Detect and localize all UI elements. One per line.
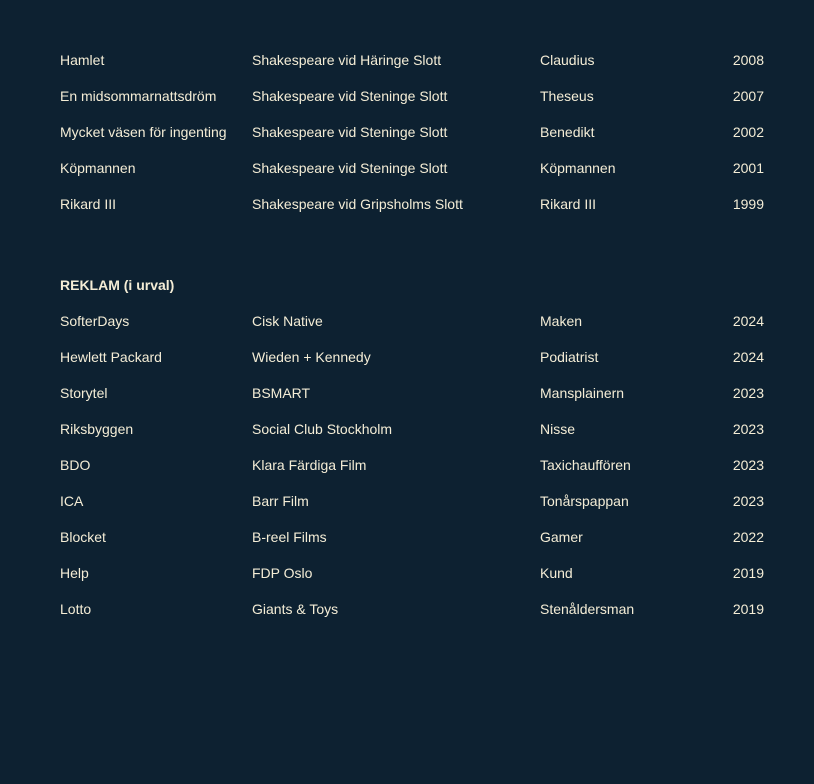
role-name: Köpmannen bbox=[540, 160, 616, 176]
ad-row bbox=[60, 591, 764, 627]
production-title: Hamlet bbox=[60, 52, 105, 68]
year: 2024 bbox=[732, 349, 764, 365]
ad-row bbox=[60, 555, 764, 591]
client-name: Help bbox=[60, 565, 89, 581]
agency-name: Social Club Stockholm bbox=[252, 421, 393, 437]
theatre-company: Shakespeare vid Steninge Slott bbox=[252, 160, 448, 176]
agency-name: Klara Färdiga Film bbox=[252, 457, 367, 473]
ad-row bbox=[60, 339, 764, 375]
role-name: Claudius bbox=[540, 52, 595, 68]
theatre-row bbox=[60, 114, 764, 150]
agency-name: Barr Film bbox=[252, 493, 309, 509]
theatre-row bbox=[60, 78, 764, 114]
year: 2023 bbox=[732, 457, 764, 473]
year: 2023 bbox=[732, 493, 764, 509]
production-title: Rikard III bbox=[60, 196, 117, 212]
year: 2023 bbox=[732, 385, 764, 401]
production-title: Mycket väsen för ingenting bbox=[60, 124, 227, 140]
theatre-company: Shakespeare vid Steninge Slott bbox=[252, 124, 448, 140]
year: 2019 bbox=[732, 601, 764, 617]
theatre-company: Shakespeare vid Häringe Slott bbox=[252, 52, 442, 68]
ad-row bbox=[60, 375, 764, 411]
role-name: Podiatrist bbox=[540, 349, 599, 365]
client-name: Hewlett Packard bbox=[60, 349, 162, 365]
theatre-row bbox=[60, 186, 764, 222]
agency-name: Giants & Toys bbox=[252, 601, 339, 617]
theatre-company: Shakespeare vid Gripsholms Slott bbox=[252, 196, 463, 212]
role-name: Kund bbox=[540, 565, 573, 581]
year: 2023 bbox=[732, 421, 764, 437]
year: 2024 bbox=[732, 313, 764, 329]
year: 2007 bbox=[732, 88, 764, 104]
year: 2022 bbox=[732, 529, 764, 545]
role-name: Mansplainern bbox=[540, 385, 625, 401]
role-name: Benedikt bbox=[540, 124, 595, 140]
production-title: En midsommarnattsdröm bbox=[60, 88, 217, 104]
role-name: Rikard III bbox=[540, 196, 597, 212]
role-name: Gamer bbox=[540, 529, 583, 545]
role-name: Stenåldersman bbox=[540, 601, 635, 617]
section-heading: REKLAM (i urval) bbox=[60, 277, 175, 293]
agency-name: Wieden + Kennedy bbox=[252, 349, 371, 365]
client-name: BDO bbox=[60, 457, 91, 473]
role-name: Theseus bbox=[540, 88, 594, 104]
ads-section bbox=[60, 267, 764, 627]
year: 2019 bbox=[732, 565, 764, 581]
client-name: Lotto bbox=[60, 601, 92, 617]
role-name: Nisse bbox=[540, 421, 576, 437]
ad-row bbox=[60, 519, 764, 555]
role-name: Tonårspappan bbox=[540, 493, 629, 509]
year: 2008 bbox=[732, 52, 764, 68]
year: 1999 bbox=[732, 196, 764, 212]
year: 2002 bbox=[732, 124, 764, 140]
agency-name: FDP Oslo bbox=[252, 565, 313, 581]
ad-row bbox=[60, 303, 764, 339]
client-name: ICA bbox=[60, 493, 84, 509]
client-name: Riksbyggen bbox=[60, 421, 134, 437]
agency-name: B-reel Films bbox=[252, 529, 327, 545]
theatre-row bbox=[60, 42, 764, 78]
theatre-company: Shakespeare vid Steninge Slott bbox=[252, 88, 448, 104]
agency-name: BSMART bbox=[252, 385, 311, 401]
ad-row bbox=[60, 447, 764, 483]
client-name: Storytel bbox=[60, 385, 108, 401]
ad-row bbox=[60, 483, 764, 519]
theatre-row bbox=[60, 150, 764, 186]
role-name: Maken bbox=[540, 313, 583, 329]
client-name: Blocket bbox=[60, 529, 106, 545]
year: 2001 bbox=[732, 160, 764, 176]
role-name: Taxichauffören bbox=[540, 457, 631, 473]
agency-name: Cisk Native bbox=[252, 313, 323, 329]
theatre-section bbox=[60, 42, 764, 222]
production-title: Köpmannen bbox=[60, 160, 136, 176]
client-name: SofterDays bbox=[60, 313, 130, 329]
ad-row bbox=[60, 411, 764, 447]
